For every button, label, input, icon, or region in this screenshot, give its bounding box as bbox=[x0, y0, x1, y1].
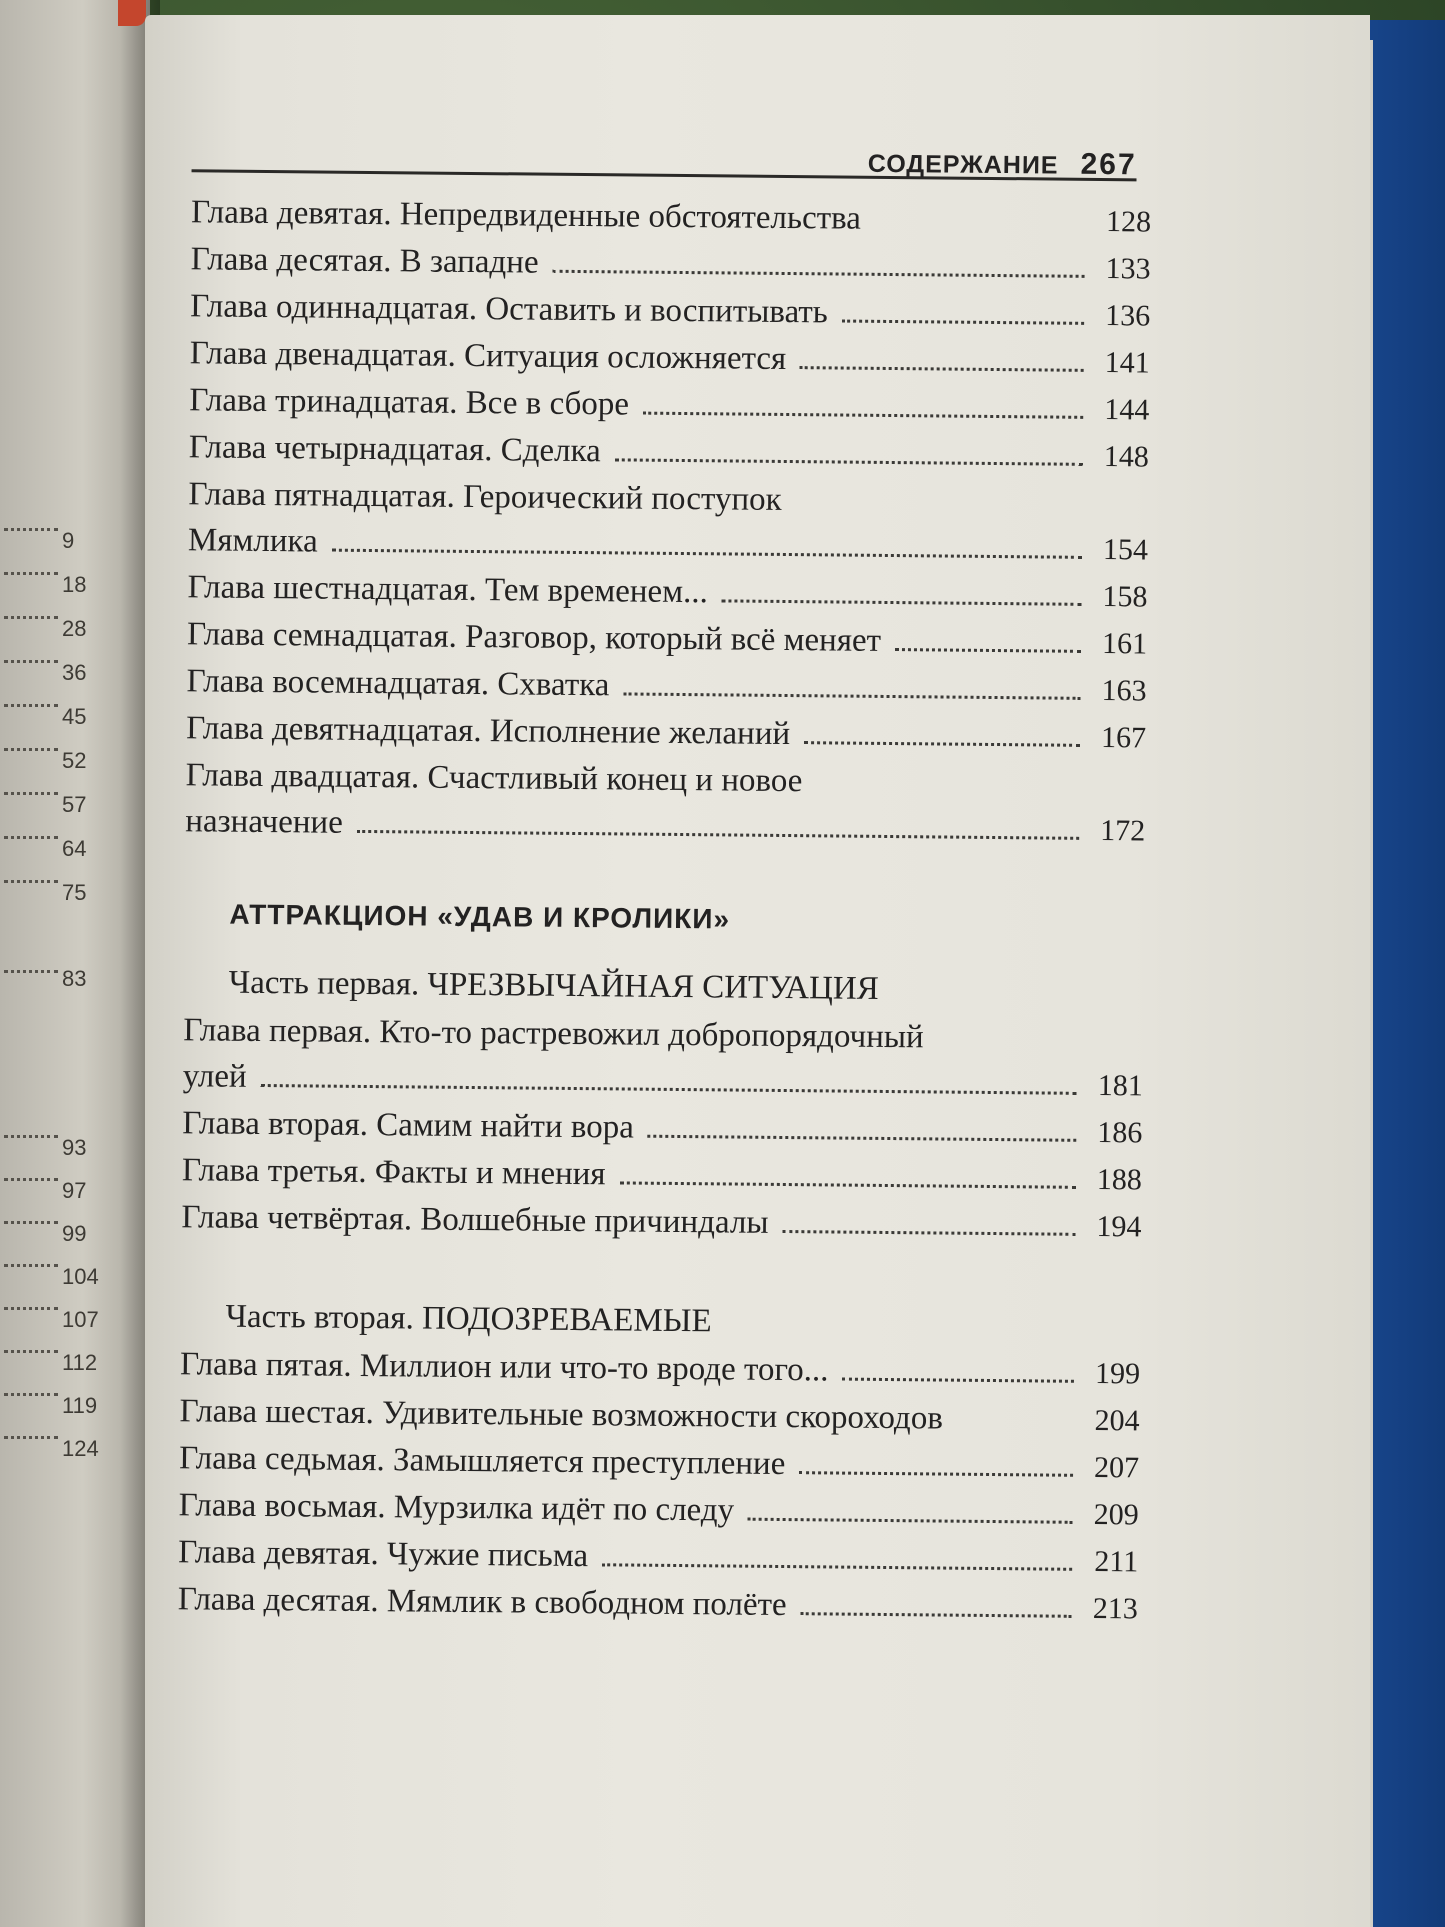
running-header bbox=[831, 145, 1136, 182]
toc-entry-page: 154 bbox=[1102, 533, 1149, 567]
leader-dots bbox=[722, 599, 1082, 605]
toc-entry-title-cont: улей bbox=[182, 1058, 247, 1095]
toc-entry-page: 209 bbox=[1093, 1497, 1139, 1532]
leader-dots bbox=[357, 830, 1079, 840]
toc-entry bbox=[188, 471, 1148, 526]
toc-entry-page: 186 bbox=[1097, 1116, 1143, 1150]
left-page-number: 99 bbox=[62, 1221, 87, 1246]
toc-entry-page: 207 bbox=[1093, 1450, 1140, 1485]
toc-entry-page: 148 bbox=[1103, 440, 1149, 474]
left-page-number: 18 bbox=[62, 572, 87, 597]
left-page-number: 28 bbox=[62, 616, 87, 641]
toc-entry bbox=[178, 1576, 1138, 1632]
toc-entry-title: Глава десятая. В западне bbox=[190, 241, 539, 281]
toc-entry-title: Глава пятнадцатая. Героический поступок bbox=[188, 476, 782, 518]
leader-dots bbox=[842, 1378, 1074, 1383]
toc-entry-title-cont: назначение bbox=[185, 803, 344, 841]
leader-dots bbox=[648, 1135, 1077, 1142]
toc-entry-page: 167 bbox=[1100, 721, 1147, 755]
toc-entry-title: Глава четырнадцатая. Сделка bbox=[188, 429, 601, 470]
toc-entry-page: 128 bbox=[1105, 205, 1152, 239]
left-page-number: 9 bbox=[62, 528, 75, 553]
left-page-number: 119 bbox=[62, 1393, 98, 1418]
toc-entry-title-cont: Мямлика bbox=[187, 522, 318, 560]
toc-entry-page: 181 bbox=[1097, 1069, 1143, 1103]
right-page bbox=[145, 15, 1370, 1927]
left-page-number: 83 bbox=[62, 966, 87, 991]
left-page-number: 52 bbox=[62, 748, 87, 773]
toc-entry-page: 213 bbox=[1092, 1591, 1138, 1626]
left-page-number: 36 bbox=[62, 660, 87, 685]
toc-entry-title: Глава шестнадцатая. Тем временем... bbox=[187, 569, 708, 611]
toc-entry-title: Глава девятая. Чужие письма bbox=[178, 1534, 589, 1575]
leader-dots bbox=[615, 458, 1083, 465]
toc-entry-title: Глава двенадцатая. Ситуация осложняется bbox=[189, 335, 787, 377]
leader-dots bbox=[895, 648, 1081, 653]
toc-entry-title: Глава восьмая. Мурзилка идёт по следу bbox=[178, 1487, 735, 1529]
left-page-number: 104 bbox=[62, 1264, 99, 1289]
toc-entry-title: Глава шестая. Удивительные возможности скороходов bbox=[179, 1393, 944, 1437]
section-title: АТТРАКЦИОН «УДАВ И КРОЛИКИ» bbox=[229, 898, 731, 935]
header-page-number: 267 bbox=[1080, 147, 1137, 182]
toc-entry-title: Глава тринадцатая. Все в сборе bbox=[189, 382, 630, 423]
toc-entry-page: 136 bbox=[1105, 299, 1151, 333]
toc-entry-page: 194 bbox=[1096, 1210, 1142, 1244]
toc-entry-page: 199 bbox=[1094, 1357, 1141, 1391]
left-page-number: 93 bbox=[62, 1135, 87, 1160]
part-title: Часть первая. ЧРЕЗВЫЧАЙНАЯ СИТУАЦИЯ bbox=[228, 964, 879, 1007]
toc-entry-title: Глава четвёртая. Волшебные причиндалы bbox=[181, 1199, 769, 1241]
leader-dots bbox=[800, 366, 1084, 372]
toc-entry-page: 141 bbox=[1104, 346, 1150, 380]
toc-entry-title: Глава седьмая. Замышляется преступление bbox=[179, 1440, 786, 1483]
toc-entry-page: 188 bbox=[1096, 1163, 1143, 1197]
toc-entry-title: Глава третья. Факты и мнения bbox=[181, 1152, 606, 1193]
left-page-number: 124 bbox=[62, 1436, 99, 1461]
left-page-number: 112 bbox=[62, 1350, 98, 1375]
left-page-number: 107 bbox=[62, 1307, 99, 1332]
toc-entry bbox=[183, 1007, 1143, 1062]
toc-entry-title: Глава вторая. Самим найти вора bbox=[182, 1105, 635, 1146]
toc-entry-title: Глава восемнадцатая. Схватка bbox=[186, 663, 610, 704]
leader-dots bbox=[623, 692, 1080, 699]
leader-dots bbox=[552, 270, 1084, 278]
leader-dots bbox=[842, 320, 1084, 325]
leader-dots bbox=[801, 1612, 1072, 1618]
toc-entry-title: Глава первая. Кто-то растревожил добропорядочный bbox=[183, 1012, 924, 1056]
leader-dots bbox=[748, 1518, 1073, 1524]
toc-entry-page: 172 bbox=[1100, 814, 1146, 848]
toc-entry-title: Глава семнадцатая. Разговор, который всё меняет bbox=[186, 616, 882, 659]
toc-entry-page: 144 bbox=[1104, 393, 1150, 427]
left-page-numbers bbox=[0, 0, 150, 1927]
toc-entry-page: 211 bbox=[1094, 1545, 1139, 1579]
header-title: СОДЕРЖАНИЕ bbox=[867, 149, 1059, 180]
leader-dots bbox=[782, 1230, 1075, 1236]
leader-dots bbox=[804, 741, 1080, 747]
left-page-number: 57 bbox=[62, 792, 87, 817]
toc-entry-title: Глава десятая. Мямлик в свободном полёте bbox=[177, 1581, 787, 1624]
page-content bbox=[175, 149, 1331, 1860]
toc-entry-title: Глава девятая. Непредвиденные обстоятельства bbox=[190, 194, 862, 237]
left-page-number: 75 bbox=[62, 880, 87, 905]
table-of-contents bbox=[178, 189, 1152, 1632]
toc-entry-page: 161 bbox=[1101, 627, 1148, 661]
toc-entry-page: 158 bbox=[1102, 580, 1148, 614]
left-page-number: 45 bbox=[62, 704, 87, 729]
left-page-number: 64 bbox=[62, 836, 87, 861]
part-title: Часть вторая. ПОДОЗРЕВАЕМЫЕ bbox=[225, 1298, 712, 1340]
toc-entry-title: Глава двадцатая. Счастливый конец и новое bbox=[185, 757, 803, 800]
toc-entry-page: 133 bbox=[1105, 252, 1151, 286]
leader-dots bbox=[799, 1471, 1073, 1477]
toc-entry-page: 163 bbox=[1101, 674, 1147, 708]
left-page-number: 97 bbox=[62, 1178, 87, 1203]
toc-entry-title: Глава девятнадцатая. Исполнение желаний bbox=[186, 710, 791, 753]
toc-entry-continuation bbox=[185, 798, 1145, 854]
leader-dots bbox=[643, 412, 1083, 419]
leader-dots bbox=[602, 1563, 1072, 1571]
leader-dots bbox=[332, 549, 1082, 559]
toc-entry-page: 204 bbox=[1094, 1403, 1140, 1438]
toc-entry-title: Глава пятая. Миллион или что-то вроде того... bbox=[179, 1346, 829, 1389]
toc-entry-title: Глава одиннадцатая. Оставить и воспитывать bbox=[190, 288, 828, 331]
leader-dots bbox=[261, 1084, 1077, 1095]
leader-dots bbox=[619, 1181, 1075, 1188]
